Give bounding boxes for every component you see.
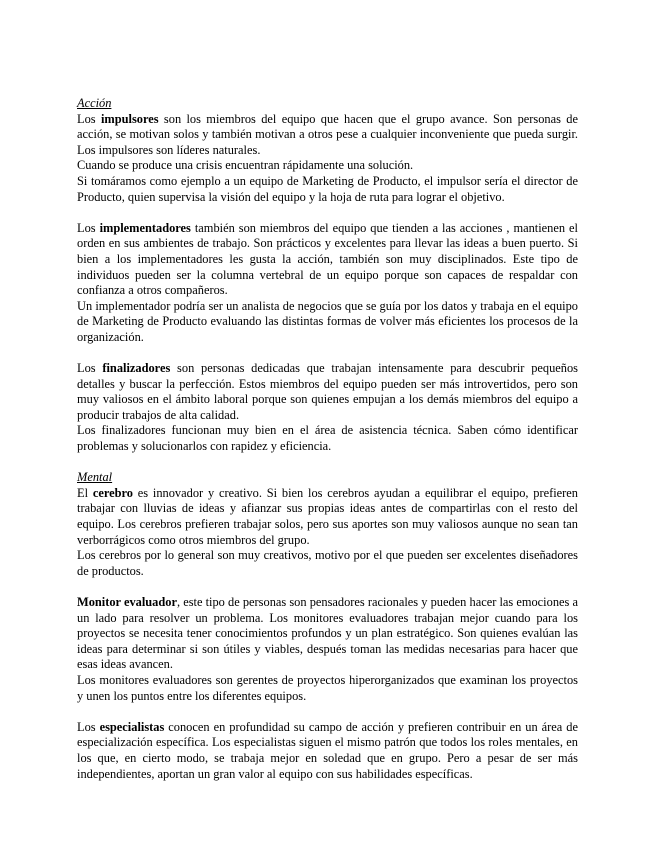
term-especialistas: especialistas bbox=[99, 719, 165, 734]
text-run: Los bbox=[77, 111, 101, 126]
term-implementadores: implementadores bbox=[99, 220, 191, 235]
spacer bbox=[77, 455, 578, 471]
spacer bbox=[77, 579, 578, 595]
section-heading-mental: Mental bbox=[77, 470, 113, 485]
term-cerebro: cerebro bbox=[92, 485, 133, 500]
text-run: Los bbox=[77, 361, 103, 376]
paragraph-cerebro bbox=[77, 486, 578, 548]
paragraph-cerebro-example: Los cerebros por lo general son muy creativos, motivo por el que pueden ser excelentes diseñadores de productos. bbox=[77, 548, 578, 578]
paragraph-impulsores-crisis: Cuando se produce una crisis encuentran rápidamente una solución. bbox=[77, 158, 414, 173]
text-run: también son miembros del equipo que tienden a las acciones , mantienen el orden en sus ambientes de trabajo. Son prácticos y excelentes para llevar las ideas a buen puerto. Si bien a los implementadores les gusta la acción, también son muy disciplinados. Este tipo de individuos pueden ser la columna vertebral de un equipo porque son capaces de respaldar con confianza a otros compañeros. bbox=[77, 220, 578, 298]
paragraph-monitor bbox=[77, 595, 578, 673]
paragraph-implementadores bbox=[77, 221, 578, 299]
text-run: , este tipo de personas son pensadores racionales y pueden hacer las emociones a un lado para resolver un problema. Los monitores evaluadores trabajan mejor cuando para los proyectos se necesita tener conocimientos profundos y un plan estratégico. Son quienes evalúan las ideas para determinar si son útiles y viables, después toman las medidas necesarias para hacer que esas ideas avancen. bbox=[77, 595, 578, 672]
paragraph-impulsores-example: Si tomáramos como ejemplo a un equipo de Marketing de Producto, el impulsor sería el director de Producto, quien supervisa la visión del equipo y la hoja de ruta para lograr el objetivo. bbox=[77, 173, 578, 204]
term-finalizadores: finalizadores bbox=[102, 361, 171, 376]
text-run: Los bbox=[77, 719, 100, 734]
spacer bbox=[77, 704, 578, 720]
paragraph-monitor-example: Los monitores evaluadores son gerentes de proyectos hiperorganizados que examinan los proyectos y unen los puntos entre los diferentes equipos. bbox=[77, 672, 578, 703]
paragraph-impulsores bbox=[77, 112, 578, 159]
term-impulsores: impulsores bbox=[100, 111, 159, 126]
text-run: El bbox=[77, 485, 93, 500]
paragraph-finalizadores-example: Los finalizadores funcionan muy bien en el área de asistencia técnica. Saben cómo identificar problemas y solucionarlos con rapidez y eficiencia. bbox=[77, 423, 578, 454]
paragraph-finalizadores bbox=[77, 361, 578, 423]
text-run: Los bbox=[77, 220, 100, 235]
paragraph-especialistas bbox=[77, 720, 578, 782]
text-run: son personas dedicadas que trabajan intensamente para descubrir pequeños detalles y buscar la perfección. Estos miembros del equipo pueden ser más introvertidos, pero son muy valiosos en el ámbito laboral porque son quienes empujan a los demás miembros del equipo a producir trabajos de alta calidad. bbox=[77, 361, 578, 422]
spacer bbox=[77, 205, 578, 221]
term-monitor-evaluador: Monitor evaluador bbox=[77, 595, 177, 609]
text-run: es innovador y creativo. Si bien los cerebros ayudan a equilibrar el equipo, prefieren trabajar con lluvias de ideas y afianzar sus propias ideas antes de compartirlas con el resto del equipo. Los cerebros prefieren trabajar solos, pero sus aportes son muy valiosos aunque no sean tan verborrágicos como otros miembros del grupo. bbox=[77, 485, 579, 547]
spacer bbox=[77, 346, 578, 362]
paragraph-implementadores-example: Un implementador podría ser un analista de negocios que se guía por los datos y trabaja en el equipo de Marketing de Producto evaluando las distintas formas de volver más eficientes los procesos de la organización. bbox=[77, 298, 578, 344]
text-run: conocen en profundidad su campo de acción y prefieren contribuir en un área de especialización específica. Los especialistas siguen el mismo patrón que todos los roles mentales, en los que, en cierto modo, se trabaja mejor en soledad que en grupo. Pero a pesar de ser más independientes, aportan un gran valor al equipo con sus habilidades específicas. bbox=[77, 719, 578, 781]
section-heading-accion: Acción bbox=[77, 96, 112, 110]
text-run: son los miembros del equipo que hacen que el grupo avance. Son personas de acción, se motivan solos y también motivan a otros pese a cualquier inconveniente que pueda surgir. Los impulsores son líderes naturales. bbox=[77, 111, 579, 157]
